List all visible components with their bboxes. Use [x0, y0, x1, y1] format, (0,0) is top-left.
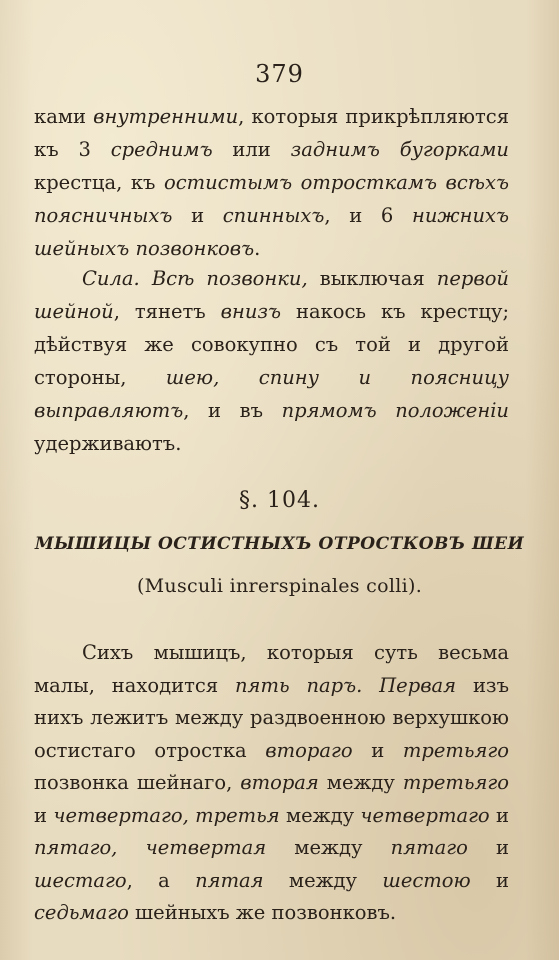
text-run: и [470, 868, 509, 892]
italic-term: третьяго [402, 738, 509, 762]
text-run: удерживаютъ. [34, 432, 182, 455]
italic-term: Сила. Всѣ позвонки, [82, 267, 308, 290]
italic-term: внизъ [220, 300, 282, 323]
paragraph-strength [34, 262, 509, 460]
text-run: накось къ крестцу; дѣйствуя же совокупно съ той и другой стороны, [34, 300, 510, 389]
paragraph-text [34, 637, 509, 930]
text-run: между [279, 803, 361, 827]
text-run: или [212, 138, 291, 161]
text-run: ками [34, 105, 94, 128]
italic-term: заднимъ бугорками [290, 138, 509, 161]
text-run: позвонка шейнаго, [34, 771, 241, 794]
italic-term: шестою [382, 868, 471, 892]
italic-term: шею, спину и поясницу выправляютъ [34, 366, 509, 422]
italic-term: внутренними [93, 105, 239, 128]
paragraph-text [34, 100, 509, 265]
section-title: МЫШИЦЫ ОСТИСТНЫХЪ ОТРОСТКОВЪ ШЕИ [34, 534, 525, 554]
section-number: §. 104. [239, 488, 320, 513]
italic-term: остистымъ отросткамъ всѣхъ поясничныхъ [34, 171, 509, 227]
text-run: и [489, 803, 509, 827]
text-run: , которыя прикрѣпляются къ 3 [34, 105, 509, 161]
paragraph-continuation [34, 100, 509, 265]
text-run: изъ нихъ лежитъ между раздвоенною верхушкою остистаго отростка [34, 673, 509, 762]
text-run: , и 6 [324, 204, 413, 227]
text-run: и [352, 738, 403, 762]
italic-term: втораго [265, 738, 353, 762]
text-run: между [263, 868, 383, 892]
italic-term: четвертаго [360, 803, 490, 827]
italic-term: прямомъ положеніи [281, 399, 509, 422]
italic-term: пятаго [390, 836, 468, 859]
text-run: и [172, 204, 223, 227]
text-run: , а [126, 868, 196, 892]
section-subtitle-latin: (Musculi inrerspinales colli). [136, 575, 423, 597]
text-run: . [254, 237, 261, 260]
italic-term: шестаго [34, 868, 127, 892]
italic-term: нижнихъ шейныхъ позвонковъ [34, 204, 509, 260]
paragraph-text [34, 262, 509, 460]
italic-term: первой шейной [34, 267, 509, 323]
italic-term: седьмаго [34, 901, 129, 924]
text-run: , и въ [183, 399, 282, 422]
text-run: и [467, 836, 509, 859]
paragraph-description [34, 637, 509, 930]
text-run: выключая [307, 267, 437, 290]
italic-term: спинныхъ [222, 204, 325, 227]
italic-term: пять паръ. Первая [235, 673, 457, 697]
text-run: между [266, 836, 391, 859]
italic-term: третьяго [402, 771, 509, 794]
text-run: Сихъ мышицъ, которыя суть весьма малы, находится [34, 641, 509, 697]
italic-term: четвертаго, третья [53, 803, 280, 827]
text-run: шейныхъ же позвонковъ. [128, 901, 397, 924]
text-run: и [34, 803, 54, 827]
italic-term: вторая [240, 771, 319, 794]
italic-term: пятая [195, 868, 264, 892]
italic-term: пятаго, четвертая [34, 836, 267, 859]
text-run: между [318, 771, 403, 794]
text-run: , тянетъ [113, 300, 221, 323]
text-run: крестца, къ [34, 171, 164, 194]
page-number: 379 [255, 60, 304, 88]
italic-term: среднимъ [110, 138, 213, 161]
